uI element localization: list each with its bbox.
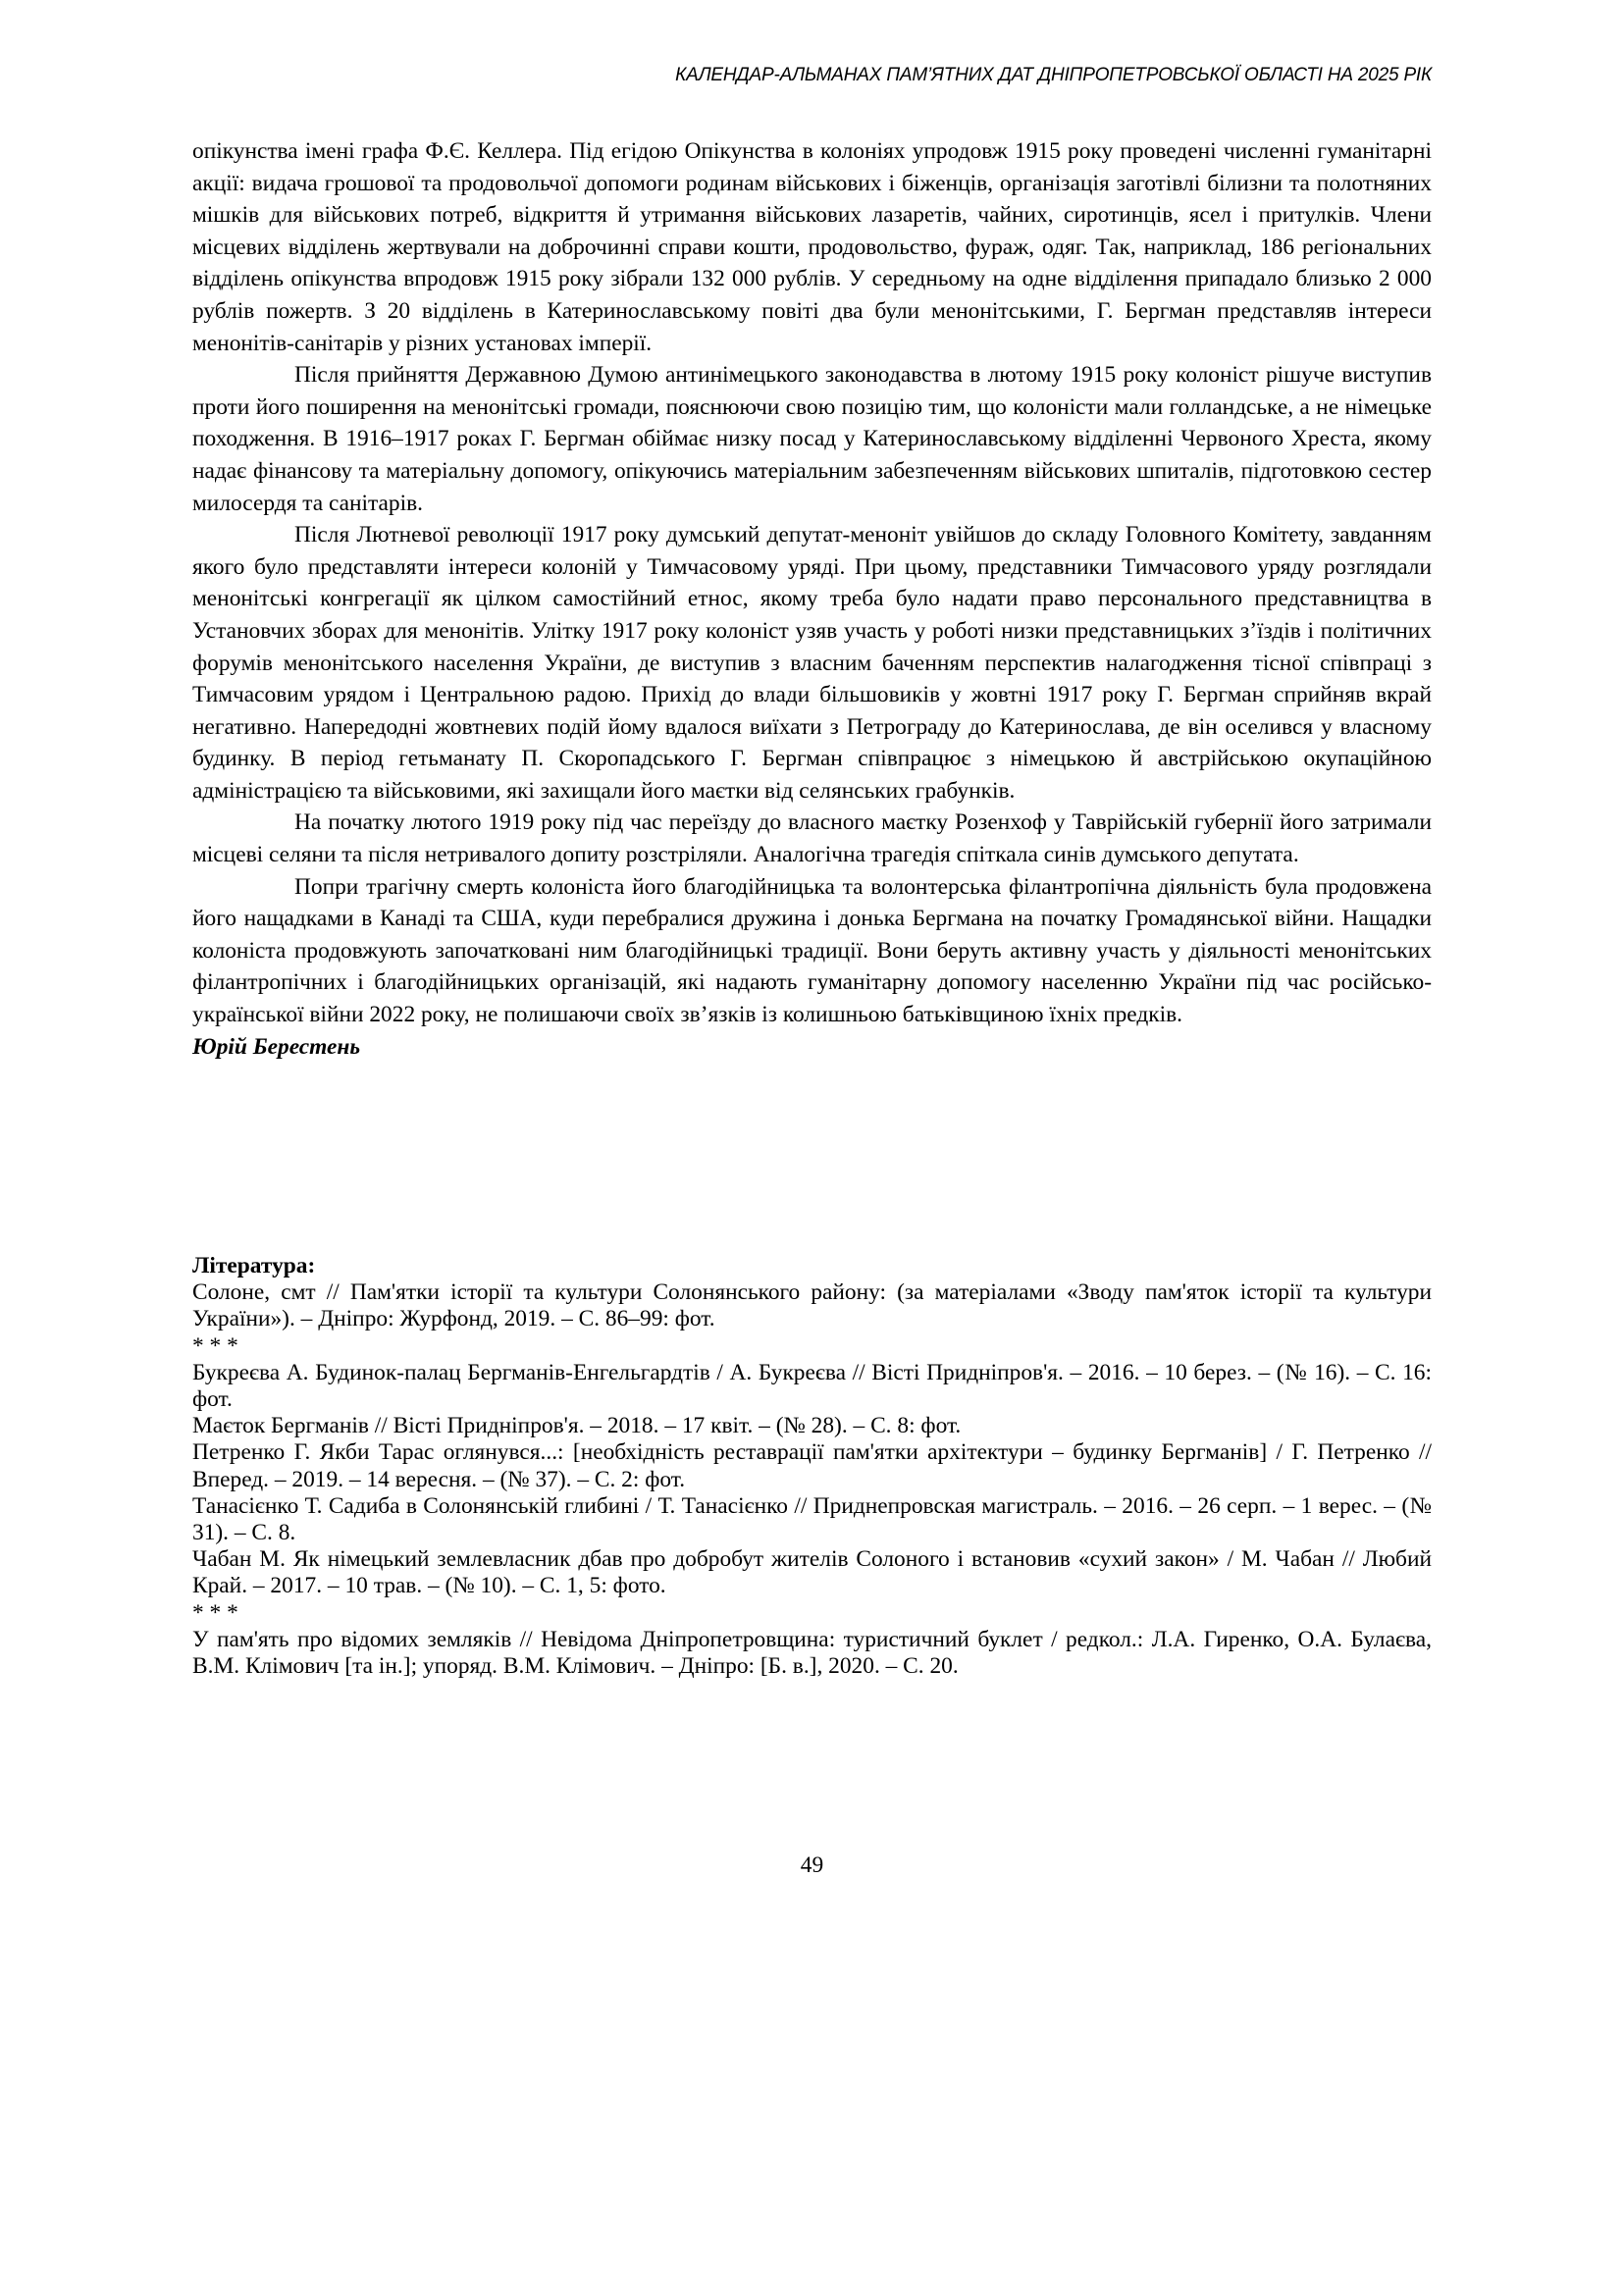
literature-entry: Чабан М. Як німецький землевласник дбав про добробут жителів Солоного і встановив «сухий закон» / М. Чабан // Любий Край. – 2017. – 10 трав. – (№ 10). – С. 1, 5: фото. — [192, 1546, 1432, 1599]
literature-entry: Букреєва А. Будинок-палац Бергманів-Енгельгардтів / А. Букреєва // Вісті Придніпров'я. – 2016. – 10 берез. – (№ 16). – С. 16: фот. — [192, 1359, 1432, 1413]
separator-stars: * * * — [192, 1599, 238, 1626]
literature-entry: Маєток Бергманів // Вісті Придніпров'я. – 2018. – 17 квіт. – (№ 28). – С. 8: фот. — [192, 1413, 962, 1439]
page-number: 49 — [800, 1852, 824, 1878]
separator-stars: * * * — [192, 1332, 238, 1359]
literature-heading: Література: — [192, 1253, 316, 1278]
literature-entry: У пам'ять про відомих земляків // Невідома Дніпропетровщина: туристичний буклет / редкол.: Л.А. Гиренко, О.А. Булаєва, В.М. Клімович [та ін.]; упоряд. В.М. Клімович. – Дніпро: [Б. в.], 2020. – С. 20. — [192, 1626, 1432, 1680]
literature-entry: Петренко Г. Якби Тарас оглянувся...: [необхідність реставрації пам'ятки архітектури – будинку Бергманів] / Г. Петренко // Вперед. – 2019. – 14 вересня. – (№ 37). – С. 2: фот. — [192, 1439, 1432, 1492]
paragraph: Попри трагічну смерть колоніста його благодійницька та волонтерська філантропічна діяльність була продовжена його нащадками в Канаді та США, куди перебралися дружина і донька Бергмана на початку Громадянської війни. Нащадки колоніста продовжують започатковані ним благодійницькі традиції. Вони беруть активну участь у діяльності менонітських філантропічних і благодійницьких організацій, які надають гуманітарну допомогу населенню України під час російсько-української війни 2022 року, не полишаючи своїх зв’язків із колишньою батьківщиною їхніх предків. — [192, 873, 1432, 1028]
paragraph: Після прийняття Державною Думою антинімецького законодавства в лютому 1915 року колоніст рішуче виступив проти його поширення на менонітські громади, пояснюючи свою позицію тим, що колоністи мали голландське, а не німецьке походження. В 1916–1917 роках Г. Бергман обіймає низку посад у Катеринославському відділенні Червоного Хреста, якому надає фінансову та матеріальну допомогу, опікуючись матеріальним забезпеченням військових шпиталів, підготовкою сестер милосердя та санітарів. — [192, 362, 1432, 516]
author-signature: Юрій Берестень — [192, 1033, 361, 1060]
literature-section — [192, 1253, 1432, 1680]
literature-entry: Танасієнко Т. Садиба в Солонянській глибині / Т. Танасієнко // Приднепровская магистраль. – 2016. – 26 серп. – 1 верес. – (№ 31). – С. 8. — [192, 1492, 1432, 1546]
paragraph: опікунства імені графа Ф.Є. Келлера. Під егідою Опікунства в колоніях упродовж 1915 року проведені численні гуманітарні акції: видача грошової та продовольчої допомоги родинам військових і біженців, організація заготівлі білизни та полотняних мішків для військових потреб, відкриття й утримання військових лазаретів, чайних, сиротинців, ясел і притулків. Члени місцевих відділень жертвували на доброчинні справи кошти, продовольство, фураж, одяг. Так, наприклад, 186 регіональних відділень опікунства впродовж 1915 року зібрали 132 000 рублів. У середньому на одне відділення припадало близько 2 000 рублів пожертв. З 20 відділень в Катеринославському повіті два були менонітськими, Г. Бергман представляв інтереси менонітів-санітарів у різних установах імперії. — [192, 138, 1432, 356]
literature-entry: Солоне, смт // Пам'ятки історії та культури Солонянського району: (за матеріалами «Зводу пам'яток історії та культури України»). – Дніпро: Журфонд, 2019. – С. 86–99: фот. — [192, 1279, 1432, 1332]
article-body — [192, 135, 1432, 1063]
paragraph: Після Лютневої революції 1917 року думський депутат-меноніт увійшов до складу Головного Комітету, завданням якого було представляти інтереси колоній у Тимчасовому уряді. При цьому, представники Тимчасового уряду розглядали менонітські конгрегації як цілком самостійний етнос, якому треба було надати право персонального представництва в Установчих зборах для менонітів. Улітку 1917 року колоніст узяв участь у роботі низки представницьких з’їздів і політичних форумів менонітського населення України, де виступив з власним баченням перспектив налагодження тісної співпраці з Тимчасовим урядом і Центральною радою. Прихід до влади більшовиків у жовтні 1917 року Г. Бергман сприйняв вкрай негативно. Напередодні жовтневих подій йому вдалося виїхати з Петрограду до Катеринослава, де він оселився у власному будинку. В період гетьманату П. Скоропадського Г. Бергман співпрацює з німецькою й австрійською окупаційною адміністрацією та військовими, які захищали його маєтки від селянських грабунків. — [192, 522, 1432, 804]
paragraph: На початку лютого 1919 року під час переїзду до власного маєтку Розенхоф у Таврійській губернії його затримали місцеві селяни та після нетривалого допиту розстріляли. Аналогічна трагедія спіткала синів думського депутата. — [192, 809, 1432, 868]
running-header: КАЛЕНДАР-АЛЬМАНАХ ПАМ’ЯТНИХ ДАТ ДНІПРОПЕТРОВСЬКОЇ ОБЛАСТІ НА 2025 РІК — [675, 65, 1432, 85]
